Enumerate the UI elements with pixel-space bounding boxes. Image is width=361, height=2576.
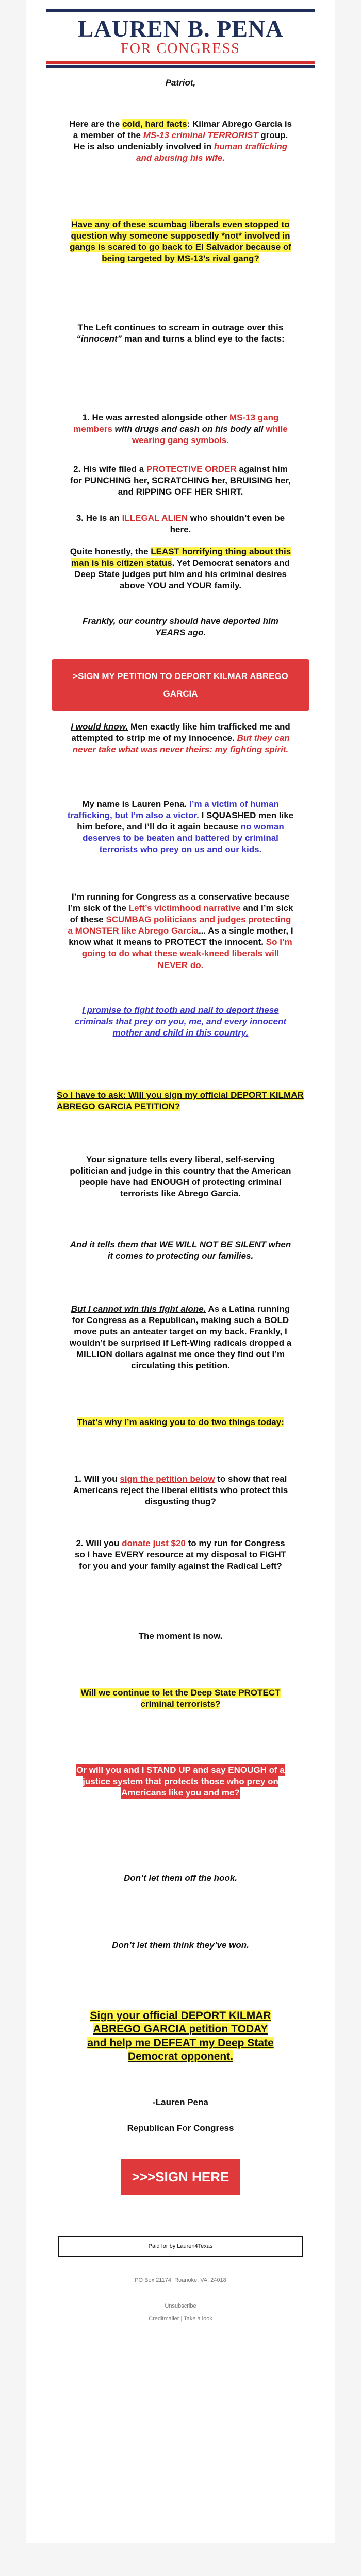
fact-2 [26,464,335,498]
paragraph-won: Don’t let them think they’ve won. [112,1940,249,1950]
header [26,0,335,68]
text: 2. Will you [76,1538,122,1548]
unsubscribe-link[interactable]: Unsubscribe [165,2303,196,2309]
fact-1 [26,412,335,446]
sign-petition-link[interactable]: sign the petition below [120,1474,215,1484]
paragraph-signature: Your signature tells every liberal, self-serving politician and judge in this country that the American people have had ENOUGH of protecting criminal terrorists like Abrego Garcia. [70,1155,291,1199]
text: 2. His wife filed a [73,464,146,474]
red-text: human trafficking and abusing his wife. [136,142,288,163]
greeting: Patriot, [165,78,196,88]
text: I SQUASHED men like him before, and I’ll do it again because [77,810,294,832]
highlight: LEAST horrifying thing about this man is his citizen status [71,547,291,568]
blue-text: I’m a victim of human trafficking, but I’m also a victor. [67,799,279,821]
greeting-wrap [26,77,335,89]
italic-text: with drugs and cash on his body all [112,424,264,434]
red-text: So I’m going to do what these weak-kneed liberals will NEVER do. [81,937,292,970]
paragraph-facts [26,118,335,164]
paragraph-stand-up [26,1765,335,1799]
underlined-text: But I cannot win this fight alone. [71,1304,206,1314]
red-text: MS-13 gang members [73,413,279,434]
candidate-subtitle: FOR CONGRESS [121,41,240,57]
text: ... As a single mother, I know what it means to PROTECT the innocent. [69,926,293,947]
paragraph-name [26,799,335,855]
email-page [26,0,335,2543]
italic-text: “innocent” [76,334,122,344]
red-text: MS-13 criminal TERRORIST [143,130,258,141]
paragraph-moment: The moment is now. [138,1631,223,1641]
text: As a Latina running for Congress as a Republican, making such a BOLD move puts an anteater target on my back. Frankly, I wouldn’t be surprised if Left-Wing radicals dropped a MILLION dollars against me once they find out I’m circulating this petition. [69,1304,292,1371]
paragraph-running [26,891,335,971]
signature-title: Republican For Congress [127,2123,234,2133]
paid-for-text: Paid for by Lauren4Texas [148,2243,213,2249]
red-text: Left’s victimhood narrative [128,903,241,913]
paragraph-would-know [26,721,335,755]
red-text: PROTECTIVE ORDER [146,464,237,474]
text: My name is Lauren Pena. [82,799,190,809]
paragraph-two-things [26,1417,335,1428]
paragraph-deep-state [26,1687,335,1710]
paragraph-not-silent: And it tells them that WE WILL NOT BE SILENT when it comes to protecting our families. [70,1240,291,1261]
ask-2 [26,1538,335,1572]
donate-text: donate just $20 [122,1538,186,1548]
credit-link[interactable]: Take a look [184,2316,212,2322]
text: I’m running for Congress as a conservative because I’m sick of the [68,892,290,913]
ask-1 [26,1473,335,1507]
text: Men exactly like him trafficked me and attempted to strip me of my innocence. [71,722,290,743]
paid-for-box [58,2236,303,2257]
red-text: ILLEGAL ALIEN [122,513,188,523]
text: Here are the [69,119,122,129]
highlight: Will we continue to let the Deep State PROTECT criminal terrorists? [80,1688,281,1709]
paragraph-final-ask [26,2009,335,2063]
header-bar-top [46,9,315,12]
paragraph-promise [26,1005,335,1039]
blue-text: no woman deserves to be beaten and battered by criminal terrorists who prey on us and our kids. [83,822,284,855]
paragraph-left [26,322,335,345]
highlight: So I have to ask: Will you sign my official DEPORT KILMAR ABREGO GARCIA PETITION? [57,1090,304,1112]
text: to show that real Americans reject the liberal elitists who protect this disgusting thug? [73,1474,288,1507]
sign-petition-button[interactable]: >SIGN MY PETITION TO DEPORT KILMAR ABREGO GARCIA [52,659,309,711]
red-box-text: Or will you and I STAND UP and say ENOUGH of a justice system that protects those who prey on Americans like you and me? [76,1765,285,1798]
paragraph-status [26,546,335,591]
paragraph-hook: Don’t let them off the hook. [123,1873,238,1883]
highlight: That’s why I’m asking you to do two things today: [77,1417,284,1427]
fact-3 [26,513,335,535]
sign-here-button[interactable]: >>>SIGN HERE [121,2159,240,2195]
red-text: SCUMBAG politicians and judges protecting a MONSTER like Abrego Garcia [68,914,291,936]
text: man and turns a blind eye to the facts: [122,334,285,344]
paragraph-question [26,219,335,264]
highlight: Have any of these scumbag liberals even stopped to question why someone supposedly *not* involved in gangs is scared to go back to El Salvador because of being targeted by MS-13’s rival gang? [70,219,291,264]
signature-name: -Lauren Pena [153,2097,208,2107]
promise-text: I promise to fight tooth and nail to deport these criminals that prey on you, me, and every innocent mother and child in this country. [74,1005,286,1038]
footer-address: PO Box 21174, Roanoke, VA, 24018 [135,2277,226,2283]
highlight: cold, hard facts [122,119,187,129]
red-text: But they can never take what was never theirs: my fighting spirit. [72,733,290,755]
text: 3. He is an [76,513,122,523]
red-text: while wearing gang symbols. [132,424,288,446]
text: The Left continues to scream in outrage over this [77,323,284,332]
text: to my run for Congress so I have EVERY resource at my disposal to FIGHT for you and your family against the Radical Left? [74,1538,287,1571]
text: : Kilmar Abrego Garcia is a member of the [73,119,292,141]
credit-text: Creditmailer [149,2316,179,2322]
text: and I’m sick of these [70,903,293,925]
footer-credit: Creditmailer | Take a look [149,2316,212,2322]
text: who shouldn’t even be here. [170,513,285,535]
text: group. He is also undeniably involved in [73,130,288,152]
text: 1. Will you [74,1474,120,1484]
text: Quite honestly, the [70,547,151,556]
paragraph-alone [26,1303,335,1372]
text: 1. He was arrested alongside other [82,413,229,422]
underlined-text: I would know. [71,722,128,732]
candidate-name: LAUREN B. PENA [77,15,284,42]
header-bar-bottom [46,65,315,68]
paragraph-deport: Frankly, our country should have deported him YEARS ago. [82,616,279,638]
final-petition-link[interactable]: Sign your official DEPORT KILMAR ABREGO GARCIA petition TODAY and help me DEFEAT my Deep State Democrat opponent. [87,2010,274,2062]
text: against him for PUNCHING her, SCRATCHING her, BRUISING her, and RIPPING OFF HER SHIRT. [70,464,291,497]
paragraph-ask [26,1090,335,1112]
text: . Yet Democrat senators and Deep State judges put him and his criminal desires above YOU and YOUR family. [74,558,290,591]
